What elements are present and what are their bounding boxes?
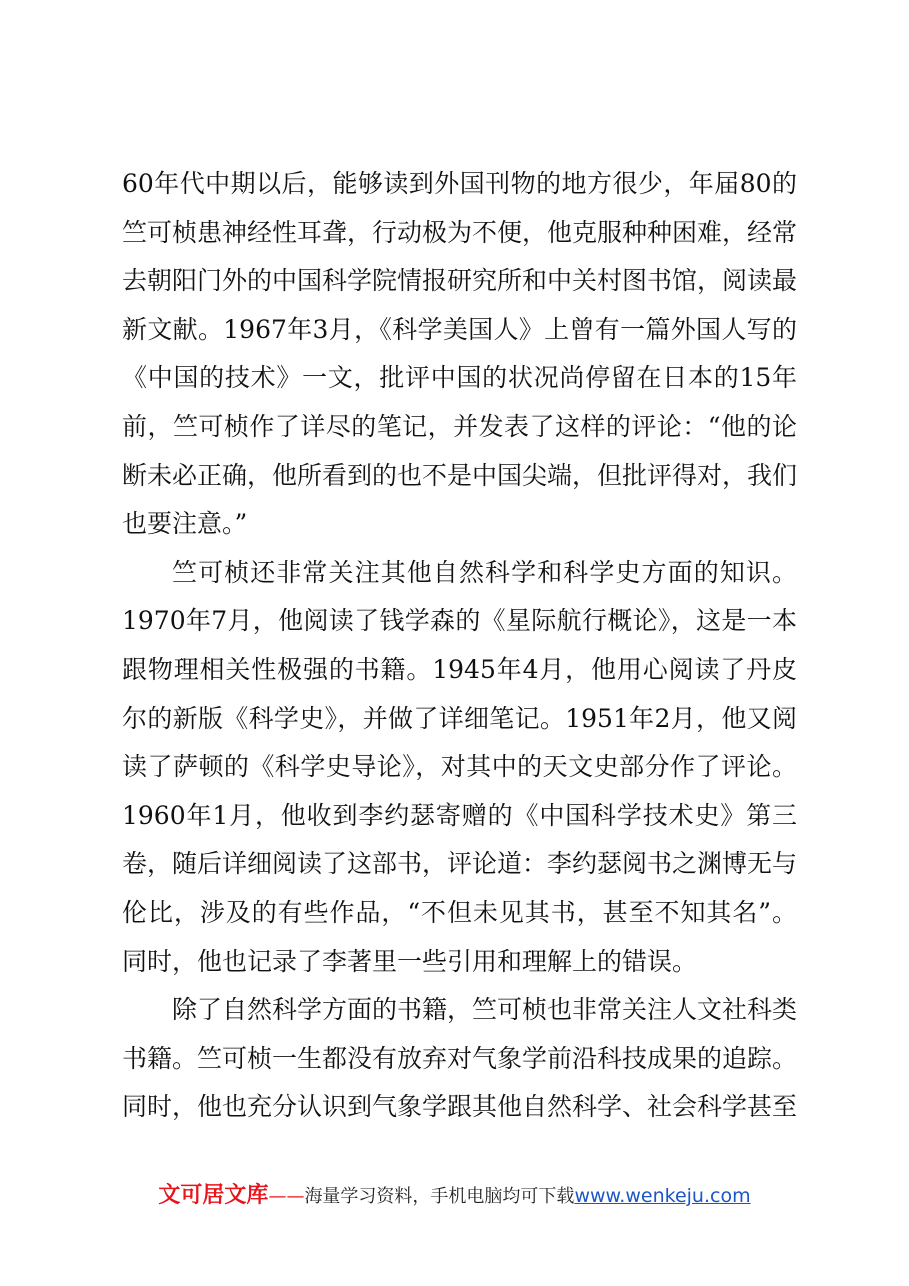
paragraph-1: 60年代中期以后，能够读到外国刊物的地方很少，年届80的竺可桢患神经性耳聋，行动极为不便，他克服种种困难，经常去朝阳门外的中国科学院情报研究所和中关村图书馆，阅读最新文献。1967年3月，《科学美国人》上曾有一篇外国人写的《中国的技术》一文，批评中国的状况尚停留在日本的15年前，竺可桢作了详尽的笔记，并发表了这样的评论：“他的论断未必正确，他所看到的也不是中国尖端，但批评得对，我们也要注意。” bbox=[122, 169, 798, 539]
paragraph-3: 除了自然科学方面的书籍，竺可桢也非常关注人文社科类书籍。竺可桢一生都没有放弃对气象学前沿科技成果的追踪。同时，他也充分认识到气象学跟其他自然科学、社会科学甚至 bbox=[122, 995, 798, 1122]
footer-url-link[interactable]: www.wenkeju.com bbox=[574, 1185, 751, 1207]
paragraph-2: 竺可桢还非常关注其他自然科学和科学史方面的知识。1970年7月，他阅读了钱学森的《星际航行概论》，这是一本跟物理相关性极强的书籍。1945年4月，他用心阅读了丹皮尔的新版《科学史》，并做了详细笔记。1951年2月，他又阅读了萨顿的《科学史导论》，对其中的天文史部分作了评论。1960年1月，他收到李约瑟寄赠的《中国科学技术史》第三卷，随后详细阅读了这部书，评论道：李约瑟阅书之渊博无与伦比，涉及的有些作品，“不但未见其书，甚至不知其名”。同时，他也记录了李著里一些引用和理解上的错误。 bbox=[122, 557, 798, 976]
footer-dash: —— bbox=[268, 1186, 305, 1207]
footer-brand: 文可居文库 bbox=[158, 1183, 269, 1208]
document-body bbox=[122, 160, 797, 1132]
footer-slogan: 海量学习资料，手机电脑均可下载 bbox=[304, 1186, 575, 1207]
page-footer bbox=[0, 1178, 909, 1209]
